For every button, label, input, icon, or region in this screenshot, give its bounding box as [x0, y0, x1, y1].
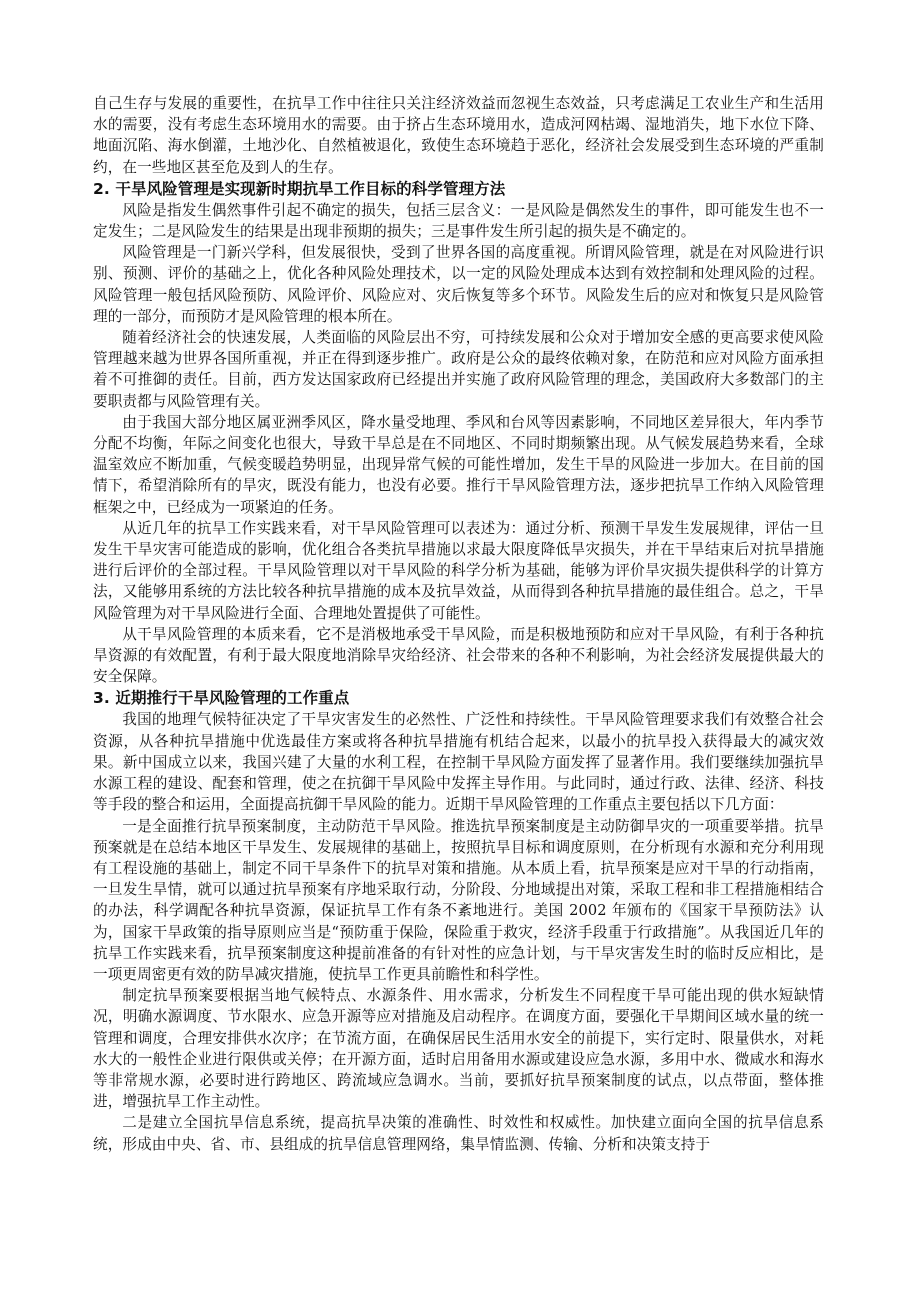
- paragraph-government-role: 随着经济社会的快速发展，人类面临的风险层出不穷，可持续发展和公众对于增加安全感的更高要求使风险管理越来越为世界各国所重视，并正在得到逐步推广。政府是公众的最终依赖对象，在防范和应对风险方面承担着不可推御的责任。目前，西方发达国家政府已经提出并实施了政府风险管理的理念，美国政府大多数部门的主要职责都与风险管理有关。: [93, 329, 824, 410]
- section-heading-2: 2. 干旱风险管理是实现新时期抗旱工作目标的科学管理方法: [93, 179, 506, 198]
- document-page: [93, 93, 824, 1155]
- paragraph-task-two: 二是建立全国抗旱信息系统，提高抗旱决策的准确性、时效性和权威性。加快建立面向全国的抗旱信息系统，形成由中央、省、市、县组成的抗旱信息管理网络，集旱情监测、传输、分析和决策支持于: [93, 1114, 824, 1153]
- paragraph-plan-formulation: 制定抗旱预案要根据当地气候特点、水源条件、用水需求，分析发生不同程度干旱可能出现的供水短缺情况，明确水源调度、节水限水、应急开源等应对措施及启动程序。在调度方面，要强化干旱期间区域水量的统一管理和调度，合理安排供水次序；在节流方面，在确保居民生活用水安全的前提下，实行定时、限量供水，对耗水大的一般性企业进行限供或关停；在开源方面，适时启用备用水源或建设应急水源，多用中水、微咸水和海水等非常规水源，必要时进行跨地区、跨流域应急调水。当前，要抓好抗旱预案制度的试点，以点带面，整体推进，增强抗旱工作主动性。: [93, 987, 824, 1111]
- paragraph-risk-management: 风险管理是一门新兴学科，但发展很快，受到了世界各国的高度重视。所谓风险管理，就是在对风险进行识别、预测、评价的基础之上，优化各种风险处理技术，以一定的风险处理成本达到有效控制和处理风险的过程。风险管理一般包括风险预防、风险评价、风险应对、灾后恢复等多个环节。风险发生后的应对和恢复只是风险管理的一部分，而预防才是风险管理的根本所在。: [93, 244, 824, 325]
- paragraph-drought-risk-essence: 从干旱风险管理的本质来看，它不是消极地承受干旱风险，而是积极地预防和应对干旱风险，有利于各种抗旱资源的有效配置，有利于最大限度地消除旱灾给经济、社会带来的各种不利影响，为社会经济发展提供最大的安全保障。: [93, 625, 824, 686]
- paragraph-task-one: 一是全面推行抗旱预案制度，主动防范干旱风险。推选抗旱预案制度是主动防御旱灾的一项重要举措。抗旱预案就是在总结本地区干旱发生、发展规律的基础上，按照抗旱目标和调度原则，在分析现有水源和充分利用现有工程设施的基础上，制定不同干旱条件下的抗旱对策和措施。从本质上看，抗旱预案是应对干旱的行动指南，一旦发生旱情，就可以通过抗旱预案有序地采取行动，分阶段、分地域提出对策，采取工程和非工程措施相结合的办法，科学调配各种抗旱资源，保证抗旱工作有条不紊地进行。美国 2002 年颁布的《国家干旱预防法》认为，国家干旱政策的指导原则应当是“预防重于保险，保险重于救灾，经济手段重于行政措施”。从我国近几年的抗旱工作实践来看，抗旱预案制度这种提前准备的有针对性的应急计划，与干旱灾害发生时的临时反应相比，是一项更周密更有效的防旱减灾措施，使抗旱工作更具前瞻性和科学性。: [93, 817, 824, 983]
- paragraph-risk-definition: 风险是指发生偶然事件引起不确定的损失，包括三层含义：一是风险是偶然发生的事件，即可能发生也不一定发生；二是风险发生的结果是出现非预期的损失；三是事件发生所引起的损失是不确定的。: [93, 201, 824, 241]
- paragraph-china-climate: 由于我国大部分地区属亚洲季风区，降水量受地理、季风和台风等因素影响，不同地区差异很大，年内季节分配不均衡，年际之间变化也很大，导致干旱总是在不同地区、不同时期频繁出现。从气候发展趋势来看，全球温室效应不断加重，气候变暖趋势明显，出现异常气候的可能性增加，发生干旱的风险进一步加大。在目前的国情下，希望消除所有的旱灾，既没有能力，也没有必要。推行干旱风险管理方法，逐步把抗旱工作纳入风险管理框架之中，已经成为一项紧迫的任务。: [93, 413, 824, 516]
- paragraph-key-tasks-intro: 我国的地理气候特征决定了干旱灾害发生的必然性、广泛性和持续性。干旱风险管理要求我们有效整合社会资源，从各种抗旱措施中优选最佳方案或将各种抗旱措施有机结合起来，以最小的抗旱投入获得最大的减灾效果。新中国成立以来，我国兴建了大量的水利工程，在控制干旱风险方面发挥了显著作用。我们要继续加强抗旱水源工程的建设、配套和管理，使之在抗御干旱风险中发挥主导作用。与此同时，通过行政、法律、经济、科技等手段的整合和运用，全面提高抗御干旱风险的能力。近期干旱风险管理的工作重点主要包括以下几方面：: [93, 711, 824, 814]
- paragraph-continued: 自己生存与发展的重要性，在抗旱工作中往往只关注经济效益而忽视生态效益，只考虑满足工农业生产和生活用水的需要，没有考虑生态环境用水的需要。由于挤占生态环境用水，造成河网枯竭、湿地消失，地下水位下降、地面沉陷、海水倒灌，土地沙化、自然植被退化，致使生态环境趋于恶化，经济社会发展受到生态环境的严重制约，在一些地区甚至危及到人的生存。: [93, 95, 824, 176]
- section-heading-3: 3. 近期推行干旱风险管理的工作重点: [93, 689, 350, 708]
- paragraph-drought-risk-definition: 从近几年的抗旱工作实践来看，对干旱风险管理可以表述为：通过分析、预测干旱发生发展规律，评估一旦发生干旱灾害可能造成的影响，优化组合各类抗旱措施以求最大限度降低旱灾损失，并在干旱结束后对抗旱措施进行后评价的全部过程。干旱风险管理以对干旱风险的科学分析为基础，能够为评价旱灾损失提供科学的计算方法，又能够用系统的方法比较各种抗旱措施的成本及抗旱效益，从而得到各种抗旱措施的最佳组合。总之，干旱风险管理为对干旱风险进行全面、合理地处置提供了可能性。: [93, 519, 824, 622]
